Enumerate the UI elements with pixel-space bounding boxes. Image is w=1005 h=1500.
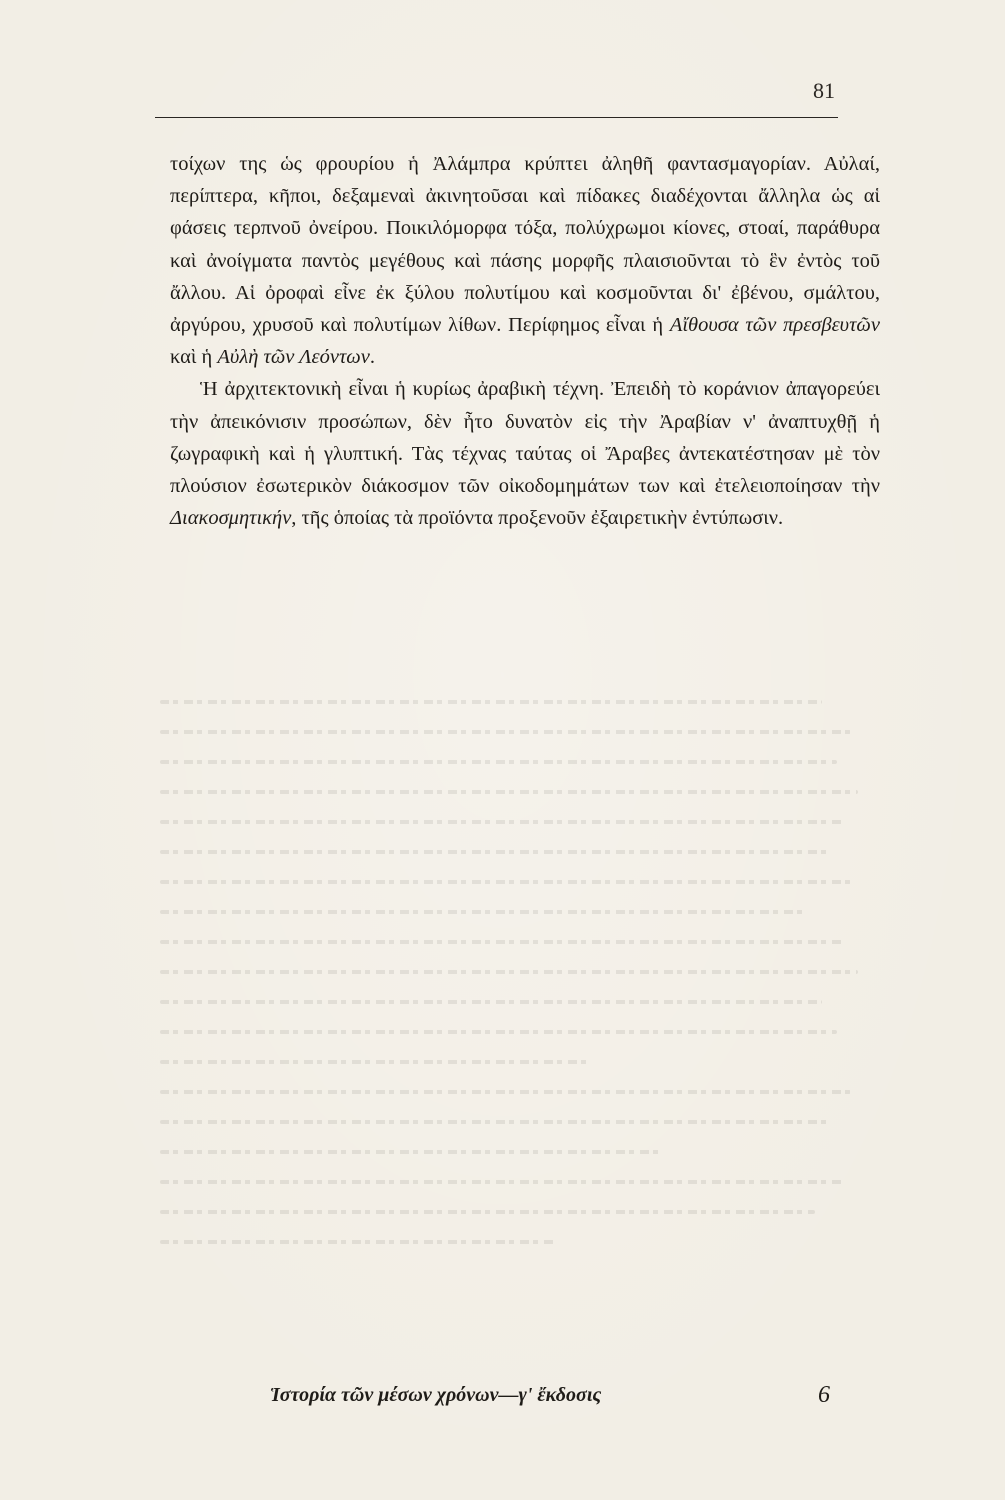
italic-term-hall-of-ambassadors: Αἴθουσα τῶν πρεσβευτῶν bbox=[669, 314, 880, 337]
header-rule bbox=[155, 117, 838, 118]
italic-term-decorative-art: Διακοσμητικήν bbox=[170, 507, 292, 530]
paragraph-1-text-a: τοίχων της ὡς φρουρίου ἡ Ἀλάμπρα κρύπτει ἀληθῆ φαντασμαγορίαν. Αὐλαί, περίπτερα, κῆποι, δεξαμεναὶ ἀκινητοῦσαι καὶ πίδακες διαδέχονται ἄλληλα ὡς αἱ φάσεις τερπνοῦ ὀνείρου. Ποικιλόμορφα τόξα, πολύχρωμοι κίονες, στοαί, παράθυρα καὶ ἀνοίγματα παντὸς μεγέθους καὶ πάσης μορφῆς πλαισιοῦνται τὸ ἓν ἐντὸς τοῦ ἄλλου. Αἱ ὀροφαὶ εἶνε ἐκ ξύλου πολυτίμου καὶ κοσμοῦνται δι' ἐβένου, σμάλτου, ἀργύρου, χρυσοῦ καὶ πολυτίμων λίθων. Περίφημος εἶναι ἡ bbox=[170, 153, 880, 337]
body-text bbox=[170, 148, 880, 534]
paragraph-2-text-a: Ἡ ἀρχιτεκτονικὴ εἶναι ἡ κυρίως ἀραβικὴ τέχνη. Ἐπειδὴ τὸ κοράνιον ἀπαγορεύει τὴν ἀπεικόνισιν προσώπων, δὲν ἦτο δυνατὸν εἰς τὴν Ἀραβίαν ν' ἀναπτυχθῇ ἡ ζωγραφικὴ καὶ ἡ γλυπτική. Τὰς τέχνας ταύτας οἱ Ἄραβες ἀντεκατέστησαν μὲ τὸν πλούσιον ἐσωτερικὸν διάκοσμον τῶν οἰκοδομημάτων των καὶ ἐτελειοποίησαν τὴν bbox=[170, 378, 880, 498]
show-through-text bbox=[160, 700, 880, 1290]
paragraph-1-text-c: . bbox=[369, 346, 376, 369]
paragraph-1-text-b: καὶ ἡ bbox=[170, 346, 218, 369]
italic-term-court-of-lions: Αὐλὴ τῶν Λεόντων bbox=[217, 346, 370, 369]
paragraph-1 bbox=[170, 148, 880, 373]
paragraph-2 bbox=[170, 373, 880, 534]
footer-book-title: Ἱστορία τῶν μέσων χρόνων—γ' ἔκδοσις bbox=[270, 1384, 602, 1406]
footer-signature-mark: 6 bbox=[818, 1382, 830, 1408]
page-number: 81 bbox=[813, 78, 835, 103]
paragraph-2-text-b: , τῆς ὁποίας τὰ προϊόντα προξενοῦν ἐξαιρετικὴν ἐντύπωσιν. bbox=[291, 507, 784, 530]
